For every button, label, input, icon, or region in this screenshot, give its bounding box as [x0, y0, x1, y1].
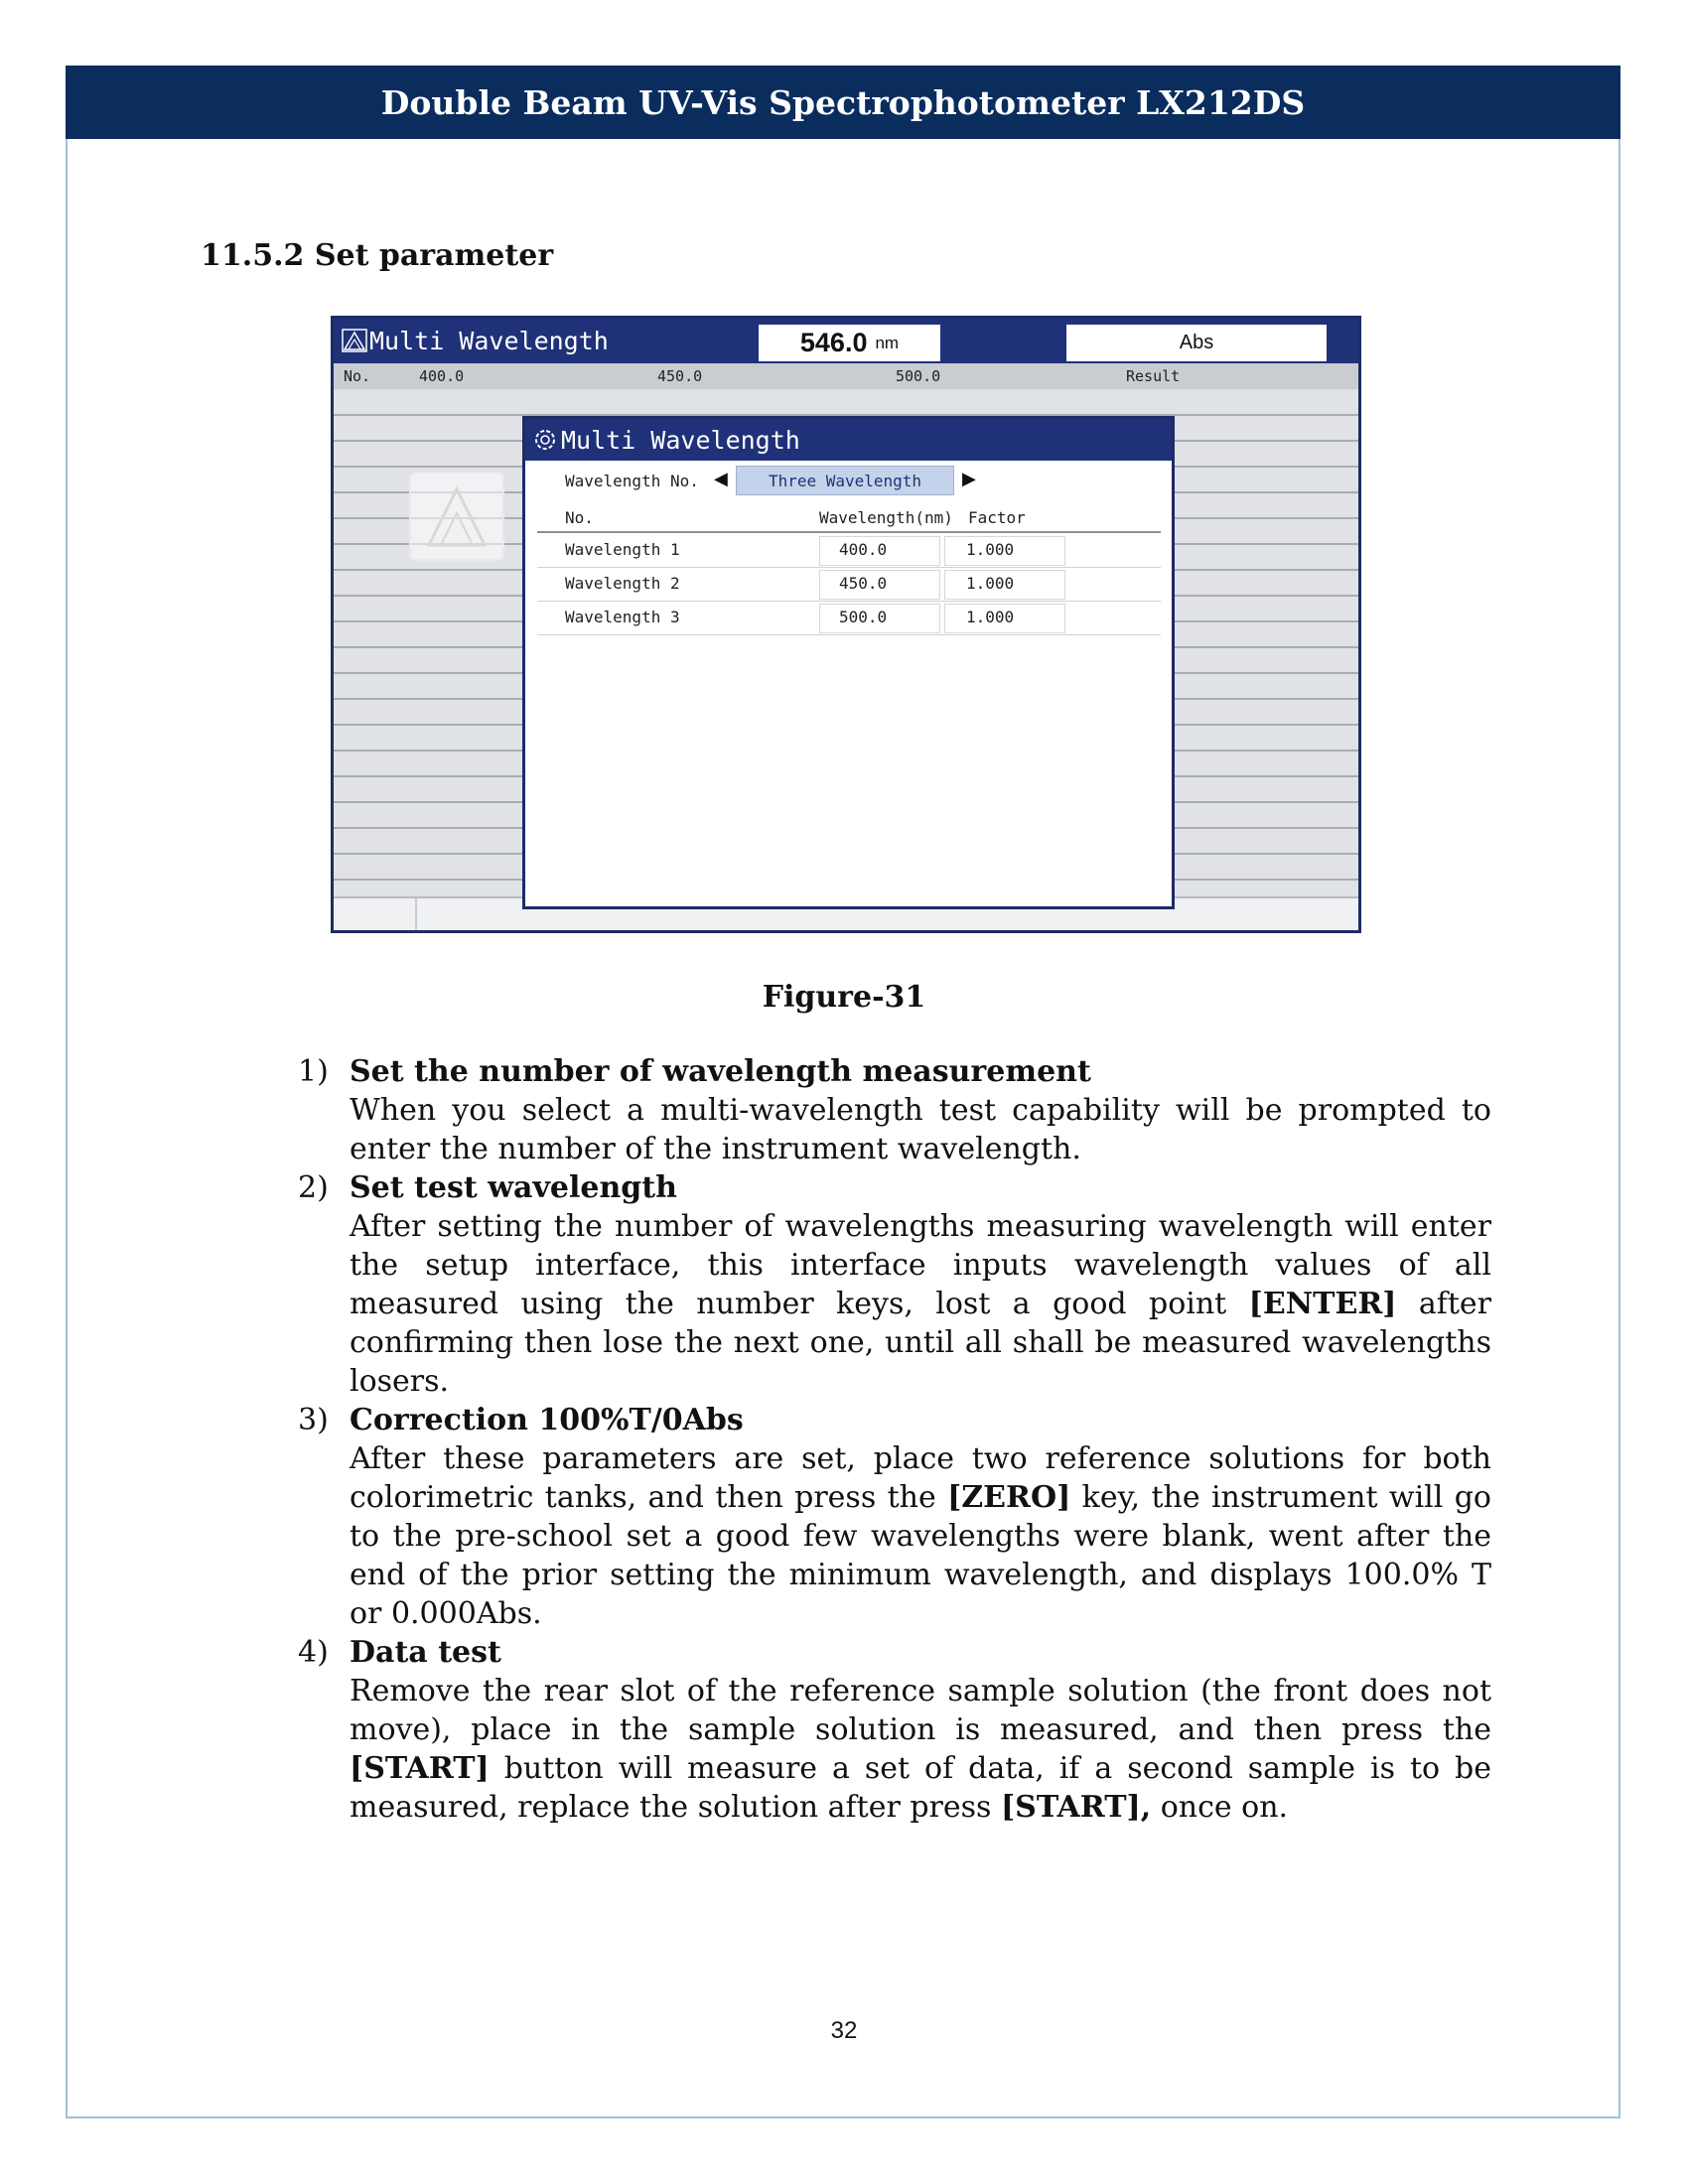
arrow-left-icon[interactable]: ◀ [714, 469, 728, 489]
mode-value: Abs [1179, 332, 1214, 353]
key-start: [START] [350, 1751, 490, 1786]
step-heading: Correction 100%T/0Abs [350, 1403, 744, 1437]
key-zero: [ZERO] [947, 1480, 1071, 1515]
step-heading: Set test wavelength [350, 1170, 677, 1205]
screen-title-bar [334, 319, 1358, 363]
wavelength-no-label: Wavelength No. [565, 472, 699, 490]
row-wavelength[interactable]: 450.0 [839, 574, 888, 593]
key-enter: [ENTER] [1248, 1287, 1397, 1321]
column-wavelength-3: 500.0 [896, 367, 941, 385]
column-no: No. [344, 367, 371, 385]
step-text: When you select a multi-wavelength test capability will be prompted to enter the number of the instrument wavelength. [350, 1093, 1491, 1166]
table-header-no: No. [565, 508, 594, 527]
step-heading: Data test [350, 1635, 501, 1670]
instrument-screenshot [331, 316, 1361, 933]
wavelength-value: 546.0 [799, 328, 868, 357]
row-name: Wavelength 1 [565, 540, 680, 559]
column-result: Result [1126, 367, 1181, 385]
document-title: Double Beam UV-Vis Spectrophotometer LX212DS [380, 82, 1306, 122]
gear-icon [532, 427, 558, 453]
row-wavelength[interactable]: 500.0 [839, 608, 888, 626]
multi-wavelength-dialog [522, 416, 1175, 909]
row-wavelength[interactable]: 400.0 [839, 540, 888, 559]
instrument-logo-icon [342, 329, 367, 352]
step-number: 1) [298, 1054, 329, 1089]
page-number: 32 [830, 2017, 858, 2044]
table-row[interactable] [537, 534, 1161, 568]
list-item [298, 1633, 1491, 1827]
row-factor[interactable]: 1.000 [966, 574, 1015, 593]
column-wavelength-2: 450.0 [657, 367, 703, 385]
instruction-list [298, 1052, 1491, 1827]
result-column-header [334, 363, 1358, 389]
column-wavelength-1: 400.0 [419, 367, 465, 385]
table-header-wavelength: Wavelength(nm) [819, 508, 953, 527]
arrow-right-icon[interactable]: ▶ [962, 469, 976, 489]
wavelength-display [759, 325, 940, 361]
table-header-factor: Factor [968, 508, 1026, 527]
table-row[interactable] [537, 602, 1161, 635]
row-name: Wavelength 3 [565, 608, 680, 626]
wavelength-count-value: Three Wavelength [768, 471, 922, 490]
list-item [298, 1052, 1491, 1168]
document-header [66, 66, 1620, 139]
row-name: Wavelength 2 [565, 574, 680, 593]
row-factor[interactable]: 1.000 [966, 608, 1015, 626]
list-item [298, 1401, 1491, 1633]
step-number: 4) [298, 1635, 329, 1670]
screen-title: Multi Wavelength [369, 327, 609, 355]
step-number: 2) [298, 1170, 329, 1205]
dialog-title: Multi Wavelength [561, 426, 800, 455]
step-text: After these parameters are set, place two reference solutions for both colorimetric tanks, and then press the [ZERO] key, the instrument will go to the pre-school set a good few wavelengths were blank, went after the end of the prior setting the minimum wavelength, and displays 100.0% T or 0.000Abs. [350, 1441, 1491, 1631]
step-text: Remove the rear slot of the reference sample solution (the front does not move), place in the sample solution is measured, and then press the [START] button will measure a set of data, if a second sample is to be measured, replace the solution after press [START], once on. [350, 1674, 1491, 1825]
key-start-2: [START], [1000, 1790, 1152, 1825]
step-number: 3) [298, 1403, 329, 1437]
figure-caption: Figure-31 [762, 980, 926, 1015]
wavelength-count-selector[interactable] [736, 466, 954, 495]
row-factor[interactable]: 1.000 [966, 540, 1015, 559]
table-divider [537, 531, 1161, 533]
wavelength-unit: nm [875, 333, 900, 352]
mode-display [1066, 325, 1327, 361]
section-title: 11.5.2 Set parameter [201, 238, 554, 273]
step-text: After setting the number of wavelengths measuring wavelength will enter the setup interface, this interface inputs wavelength values of all measured using the number keys, lost a good point [ENTER] after confirming then lose the next one, until all shall be measured wavelengths losers. [350, 1209, 1491, 1399]
watermark-logo-icon [409, 472, 504, 561]
dialog-title-bar [525, 419, 1172, 461]
table-row[interactable] [537, 568, 1161, 602]
step-heading: Set the number of wavelength measurement [350, 1054, 1091, 1089]
list-item [298, 1168, 1491, 1401]
